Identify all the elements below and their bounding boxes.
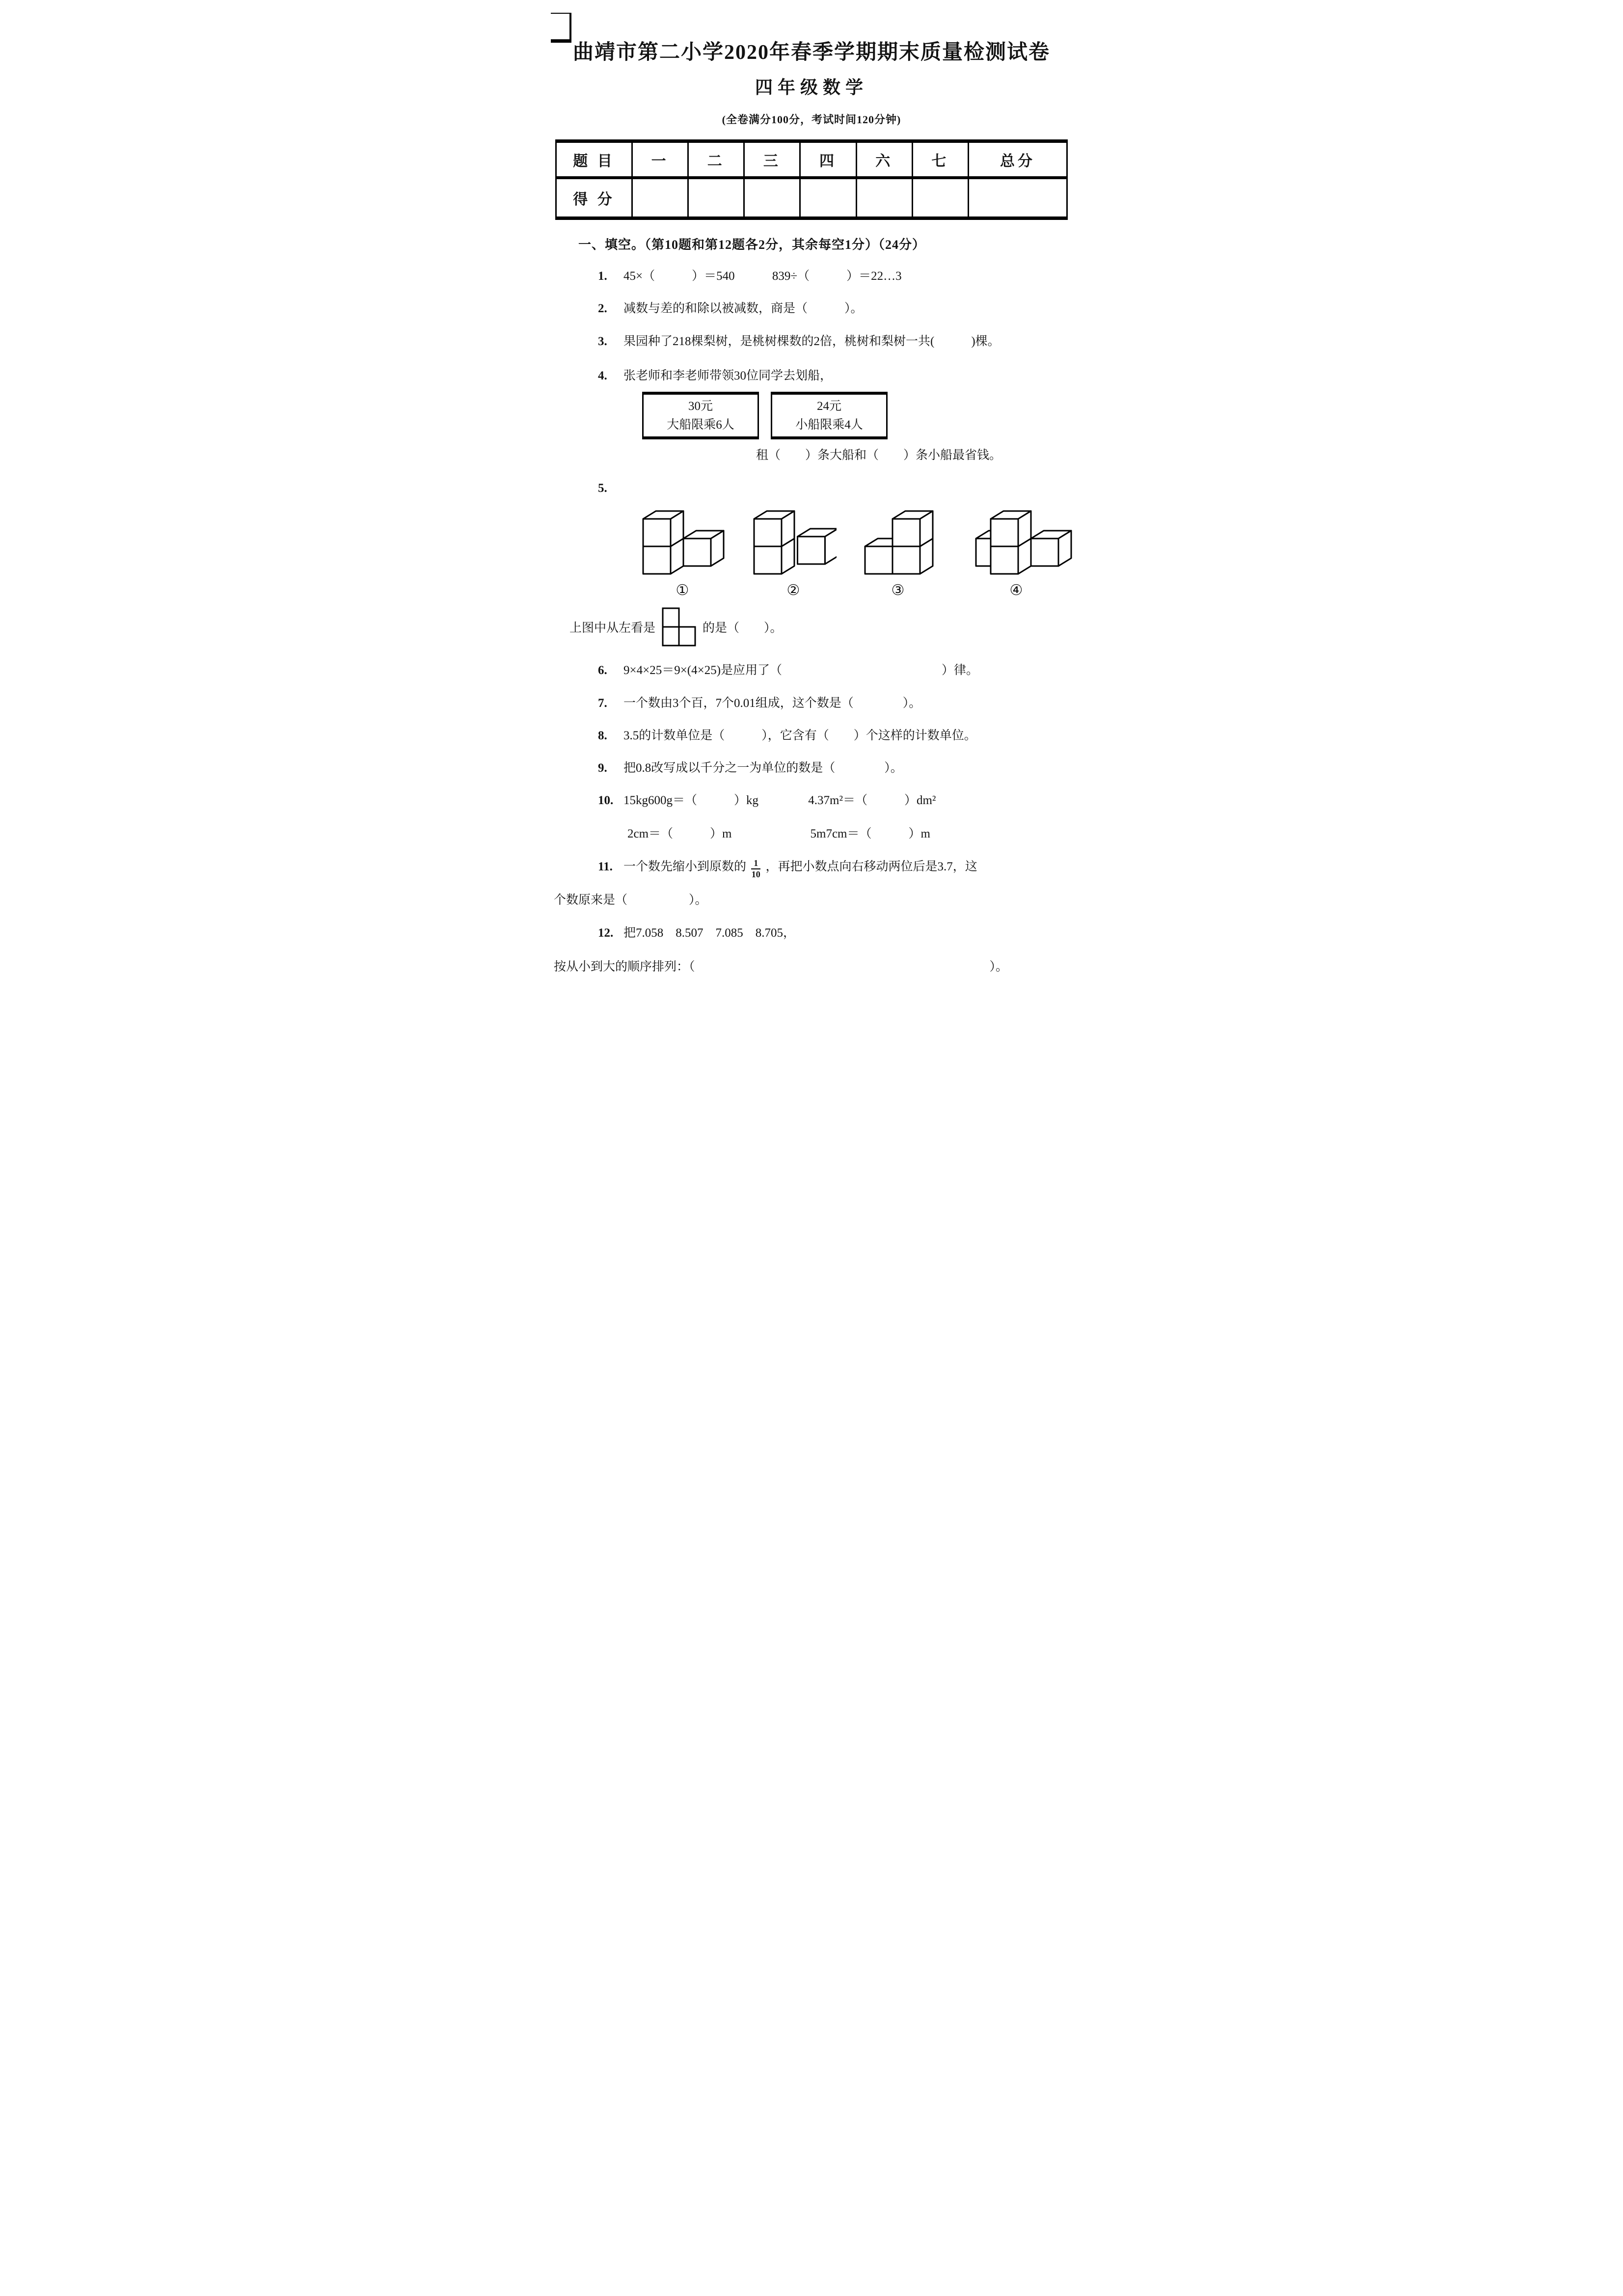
score-cell-empty	[744, 178, 800, 218]
cube-figure-2	[750, 510, 837, 599]
score-table-col-1: 一	[632, 141, 688, 178]
question-5	[541, 480, 1082, 497]
fraction-one-tenth	[751, 859, 760, 879]
cube-figure-2-drawing	[750, 510, 837, 580]
question-text: 果园种了218棵梨树，是桃树棵数的2倍，桃树和梨树一共( )棵。	[623, 334, 1000, 348]
section-1-heading: 一、填空。（第10题和第12题各2分，其余每空1分）（24分）	[578, 238, 926, 252]
score-cell-empty	[632, 178, 688, 218]
q4-tail-text: 租（ ）条大船和（ ）条小船最省钱。	[756, 449, 1002, 462]
question-7	[541, 695, 1082, 712]
score-table-col-3: 三	[744, 141, 800, 178]
page-subtitle: 四年级数学	[755, 78, 868, 98]
cube-figure-3	[861, 510, 935, 599]
question-number: 8.	[598, 729, 607, 742]
score-table-header-row	[556, 141, 1067, 178]
q12-continuation-line: 按从小到大的顺序排列：（ ）。	[554, 960, 1008, 973]
question-number: 4.	[598, 369, 607, 382]
question-number: 12.	[598, 926, 614, 940]
question-number: 7.	[598, 696, 607, 710]
q11-after-fraction: ，再把小数点向右移动两位后是3.7，这	[765, 860, 977, 873]
score-cell-empty	[688, 178, 744, 218]
score-cell-empty	[856, 178, 912, 218]
figure-label-1: ①	[676, 582, 689, 599]
figure-label-4: ④	[1009, 582, 1023, 599]
score-table	[555, 139, 1068, 220]
q10-part-d: 5m7cm＝（ ）m	[810, 827, 930, 840]
boat-price-cards	[642, 392, 1082, 439]
cube-figure-4-drawing	[959, 510, 1073, 580]
score-cell-empty	[800, 178, 856, 218]
page-title: 曲靖市第二小学2020年春季学期期末质量检测试卷	[572, 41, 1050, 64]
score-table-col-total: 总分	[969, 141, 1067, 178]
q10-part-c: 2cm＝（ ）m	[627, 827, 732, 840]
corner-crop-mark	[551, 13, 571, 43]
question-9	[541, 759, 1082, 777]
q5-left-view-line	[569, 607, 1082, 647]
big-boat-price: 30元	[688, 400, 713, 413]
question-text: 把7.058 8.507 7.085 8.705，	[623, 926, 796, 940]
big-boat-card	[642, 392, 759, 439]
question-text: 张老师和李老师带领30位同学去划船，	[623, 369, 833, 382]
q5-suffix: 的是（ ）。	[703, 621, 783, 635]
question-3	[541, 333, 1082, 351]
exam-note: (全卷满分100分，考试时间120分钟)	[722, 113, 901, 126]
figure-label-2: ②	[786, 582, 800, 599]
question-4	[541, 367, 1082, 385]
question-text: 减数与差的和除以被减数，商是（ ）。	[623, 302, 863, 316]
question-6	[541, 662, 1082, 679]
question-text: 9×4×25＝9×(4×25)是应用了（ ）律。	[623, 664, 979, 677]
question-text	[623, 268, 1082, 285]
score-table-score-row	[556, 178, 1067, 218]
score-table-col-7: 七	[912, 141, 968, 178]
score-cell-empty	[969, 178, 1067, 218]
question-12	[541, 924, 1082, 942]
question-8	[541, 727, 1082, 745]
score-table-topic-label: 题 目	[556, 141, 632, 178]
score-table-score-label: 得 分	[556, 178, 632, 218]
question-1	[541, 268, 1082, 285]
q1-part-b: 839÷（ ）＝22…3	[772, 270, 902, 283]
q1-part-a: 45×（ ）＝540	[623, 270, 735, 283]
q10-second-line	[627, 824, 1082, 841]
q11-continuation-line: 个数原来是（ ）。	[554, 893, 707, 907]
question-number: 1.	[598, 270, 607, 283]
question-number: 11.	[598, 860, 613, 873]
score-table-col-4: 四	[800, 141, 856, 178]
q5-prefix: 上图中从左看是	[569, 621, 656, 635]
question-number: 5.	[598, 482, 607, 495]
question-number: 10.	[598, 794, 614, 808]
question-number: 6.	[598, 664, 607, 677]
fraction-numerator: 1	[751, 859, 760, 869]
figure-label-3: ③	[891, 582, 905, 599]
small-boat-card	[771, 392, 888, 439]
question-11	[541, 858, 1082, 879]
question-number: 9.	[598, 761, 607, 775]
question-text: 3.5的计数单位是（ ），它含有（ ）个这样的计数单位。	[623, 729, 976, 742]
question-text	[623, 792, 1082, 810]
cube-figures-row	[639, 510, 1082, 599]
cube-figure-1-drawing	[639, 510, 726, 580]
cube-figure-1	[639, 510, 726, 599]
question-text: 把0.8改写成以千分之一为单位的数是（ ）。	[623, 761, 903, 775]
small-boat-limit: 小船限乘4人	[795, 418, 863, 432]
small-boat-price: 24元	[816, 400, 841, 413]
q10-part-b: 4.37m²＝（ ）dm²	[808, 794, 936, 808]
score-table-col-2: 二	[688, 141, 744, 178]
left-view-shape-icon	[661, 607, 697, 647]
question-number: 3.	[598, 334, 607, 348]
question-number: 2.	[598, 302, 607, 316]
question-text	[623, 858, 1082, 879]
q10-part-a: 15kg600g＝（ ）kg	[623, 794, 759, 808]
big-boat-limit: 大船限乘6人	[667, 418, 734, 432]
question-text: 一个数由3个百，7个0.01组成，这个数是（ ）。	[623, 696, 921, 710]
q11-before-fraction: 一个数先缩小到原数的	[623, 860, 747, 873]
score-table-col-6: 六	[856, 141, 912, 178]
question-10	[541, 792, 1082, 810]
exam-paper-page	[541, 0, 1082, 974]
question-2	[541, 300, 1082, 318]
cube-figure-3-drawing	[861, 510, 935, 580]
cube-figure-4	[959, 510, 1073, 599]
fraction-denominator: 10	[751, 869, 760, 879]
score-cell-empty	[912, 178, 968, 218]
